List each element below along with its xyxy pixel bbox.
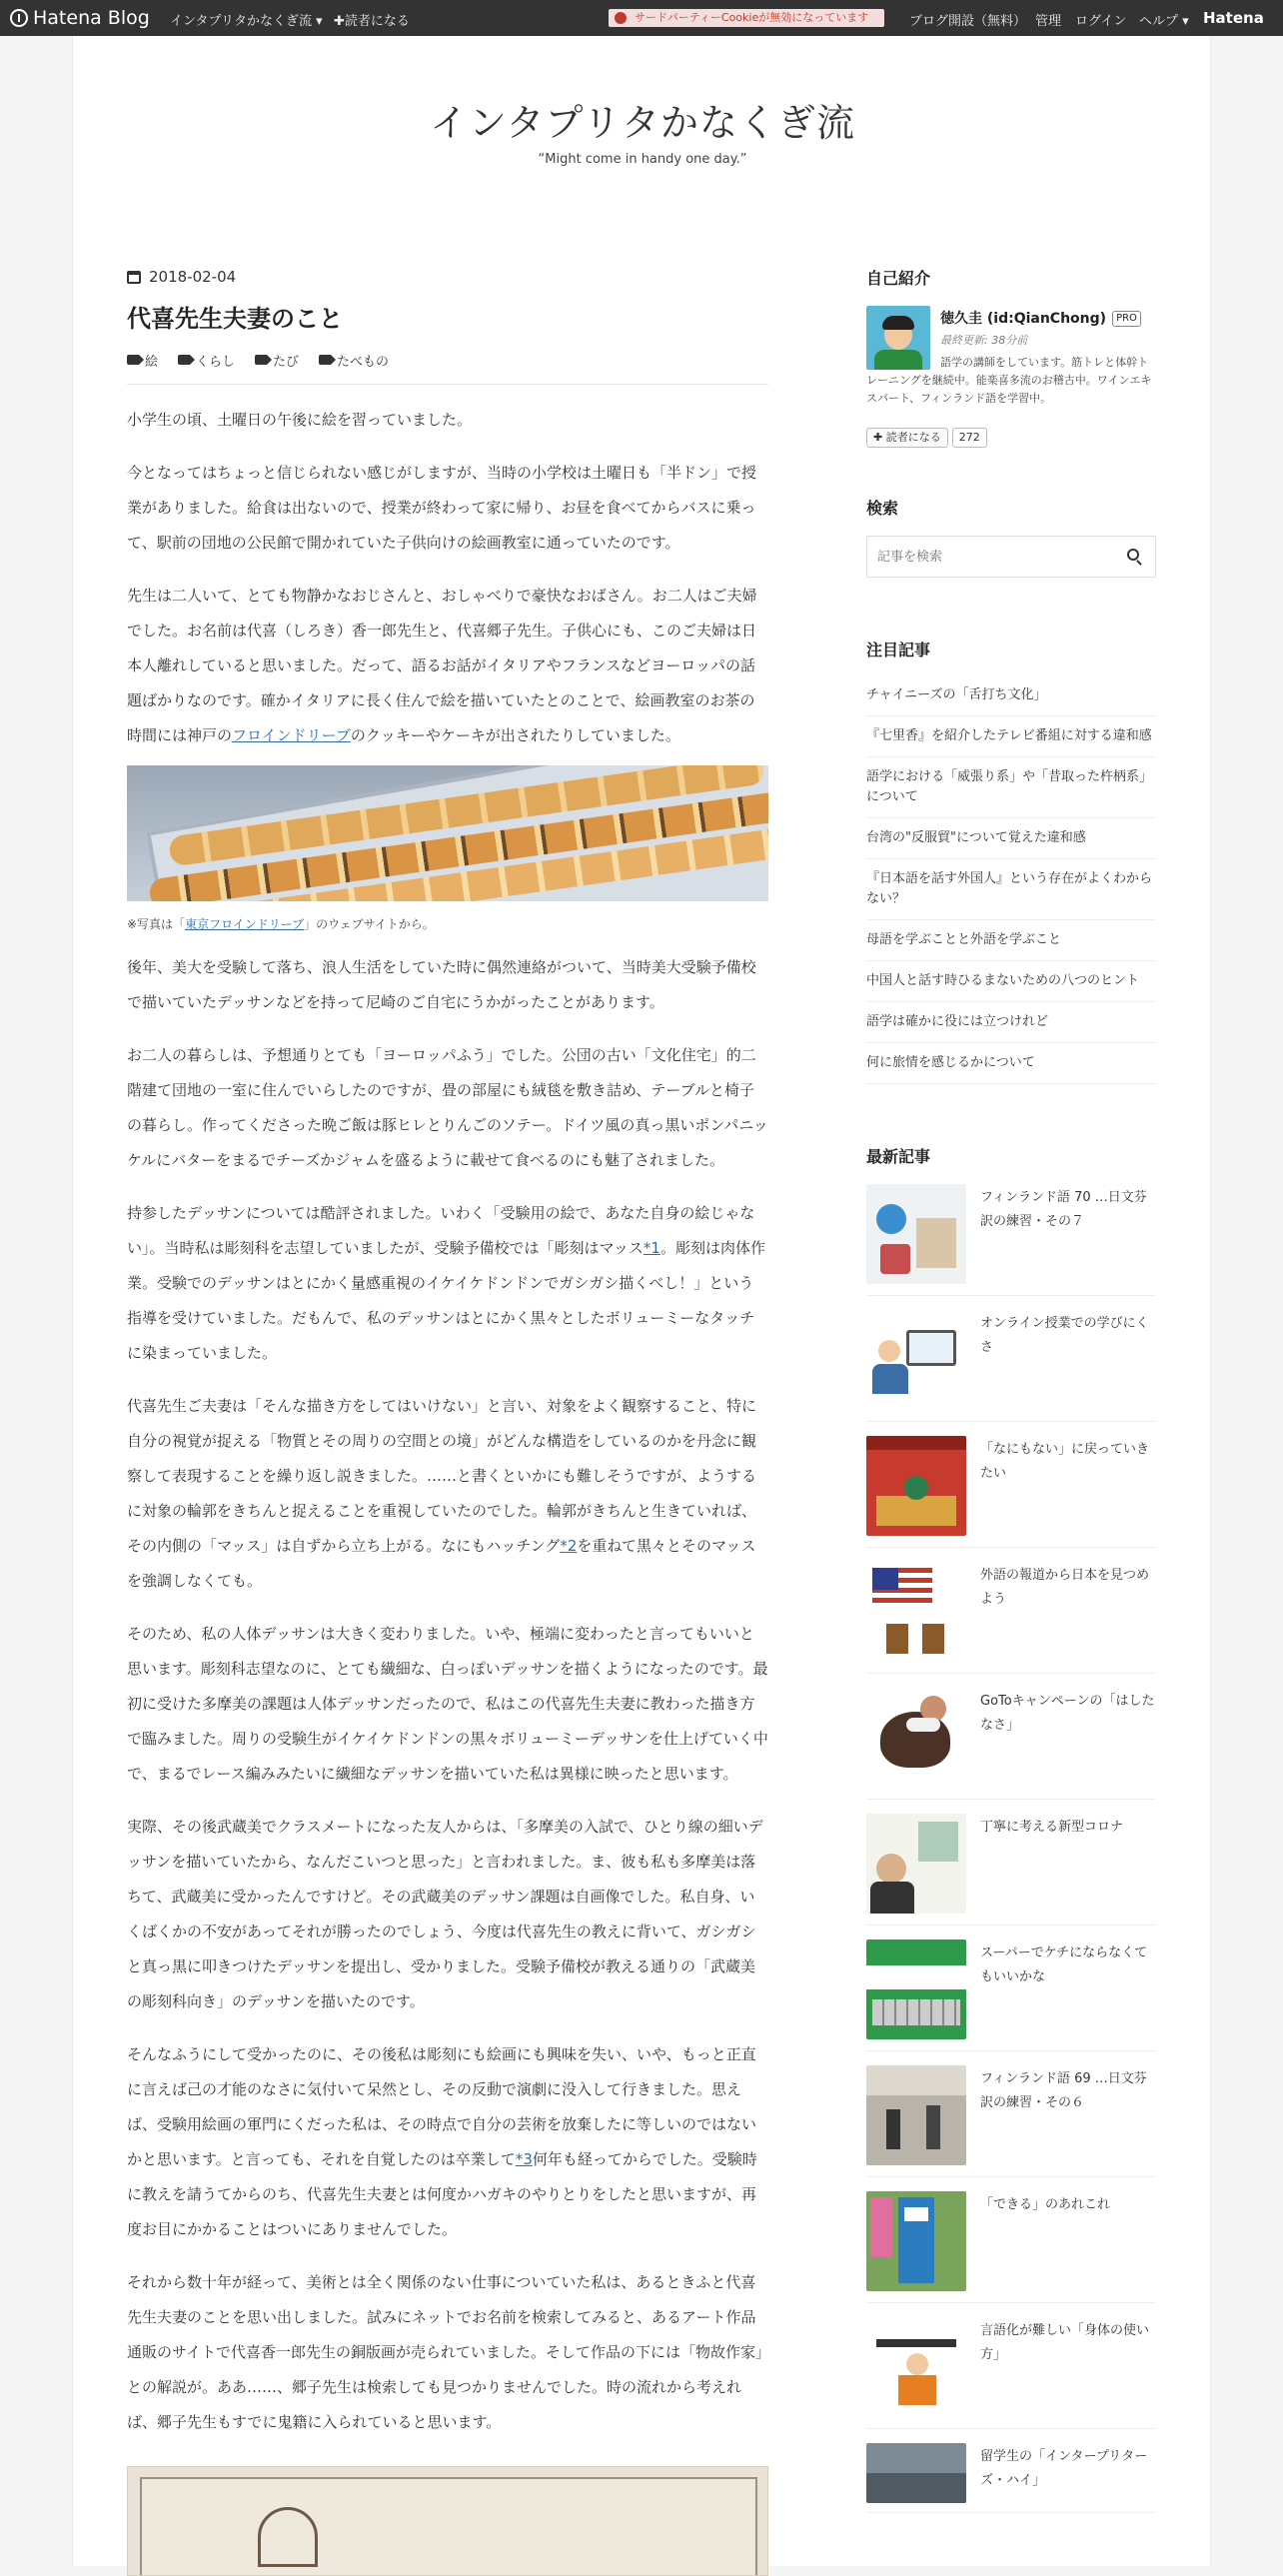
paragraph: 実際、その後武蔵美でクラスメートになった友人からは、「多摩美の入試で、ひとり線の細いデッサンを描いていたから、なんだこいつと思った」と言われました。ま、彼も私も多摩美は落ちて、武蔵美に受かったんですけど。その武蔵美のデッサン課題は自画像でした。私自身、いくばくかの不安があってそれが勝ったのでしょう、今度は代喜先生の教えに背いて、ガシガシと真っ黒に叩きつけたデッサンを提出し、受かりました。受験予備校が教える通りの「武蔵美の彫刻科向き」のデッサンを描いたのです。 bbox=[127, 1818, 763, 2010]
text-span: 何年も経ってからでした。受験時に教えを請うてからのち、代喜先生夫妻とは何度かハガキのやりとりをしたと思いますが、再度お目にかかることはついにありませんでした。 bbox=[127, 2150, 757, 2238]
etching-dome bbox=[258, 2507, 318, 2567]
divider bbox=[127, 384, 768, 385]
search-box bbox=[866, 536, 1156, 578]
paragraph: それから数十年が経って、美術とは全く関係のない仕事についていた私は、あるときふと代喜先生夫妻のことを思い出しました。試みにネットでお名前を検索してみると、あるアート作品通販のサイトで代喜香一郎先生の銅版画が売られていました。そして作品の下には「物故作家」との解説が。ああ……、郷子先生は検索しても見つかりませんでした。時の流れから考えれば、郷子先生もすでに鬼籍に入られていると思います。 bbox=[127, 2273, 763, 2431]
recent-entry[interactable] bbox=[866, 1310, 1156, 1422]
recent-entry[interactable] bbox=[866, 2191, 1156, 2303]
profile-module bbox=[866, 306, 1156, 422]
last-updated: 最終更新: 38分前 bbox=[940, 334, 1028, 347]
recent-entry[interactable] bbox=[866, 2317, 1156, 2429]
freundlieb-link[interactable]: フロインドリーブ bbox=[232, 726, 351, 744]
recent-entries-heading: 最新記事 bbox=[866, 1147, 931, 1166]
entry-thumbnail bbox=[866, 1814, 966, 1914]
entry-date-text: 2018-02-04 bbox=[149, 268, 237, 286]
tag-icon bbox=[255, 355, 267, 365]
cookie-notice-text: サードパーティーCookieが無効になっています bbox=[635, 11, 869, 24]
hot-entry-link[interactable]: 何に旅情を感じるかについて bbox=[866, 1043, 1156, 1084]
entry-thumbnail bbox=[866, 2065, 966, 2165]
hatena-blog-logo[interactable] bbox=[10, 6, 150, 30]
cookie-photo bbox=[127, 765, 768, 901]
profile-description: 語学の講師をしています。筋トレと体幹トレーニングを継続中。能楽喜多流のお稽古中。ワインエキスパート、フィンランド語を学習中。 bbox=[866, 356, 1152, 405]
recent-entry[interactable] bbox=[866, 1436, 1156, 1548]
hot-entry-link[interactable]: 台湾の"反服貿"について覚えた違和感 bbox=[866, 818, 1156, 859]
hatena-brand-link[interactable]: Hatena bbox=[1203, 9, 1264, 27]
recent-entry-title: 外語の報道から日本を見つめよう bbox=[980, 1568, 1150, 1607]
category-label: くらし bbox=[196, 354, 236, 370]
photo-caption bbox=[127, 915, 768, 932]
tokyo-freundlieb-link[interactable]: 東京フロインドリーブ bbox=[185, 917, 305, 931]
profile-name-text: 徳久圭 (id:QianChong) bbox=[940, 311, 1107, 327]
entry-date[interactable] bbox=[127, 266, 768, 288]
recent-entry-title: 「できる」のあれこれ bbox=[980, 2197, 1111, 2212]
category-tag[interactable] bbox=[319, 351, 389, 370]
global-header bbox=[0, 0, 1283, 36]
category-tag[interactable] bbox=[127, 351, 158, 370]
recent-entry-title: 言語化が難しい「身体の使い方」 bbox=[980, 2323, 1150, 2362]
paragraph bbox=[127, 1196, 768, 1371]
entry-thumbnail bbox=[866, 1688, 966, 1788]
subscribe-link[interactable]: ✚読者になる bbox=[334, 14, 410, 29]
recent-entry-title: フィンランド語 70 …日文芬訳の練習・その７ bbox=[980, 1190, 1147, 1229]
recent-entry[interactable] bbox=[866, 2443, 1156, 2513]
etching-frame bbox=[140, 2477, 757, 2576]
blog-menu-dropdown[interactable]: インタプリタかなくぎ流 ▾ bbox=[170, 14, 323, 29]
hot-entry-link[interactable]: 中国人と話す時ひるまないための八つのヒント bbox=[866, 961, 1156, 1002]
recent-entry-title: フィンランド語 69 …日文芬訳の練習・その６ bbox=[980, 2071, 1147, 2110]
recent-entry-title: 「なにもない」に戻っていきたい bbox=[980, 1442, 1150, 1481]
blog-title[interactable]: インタプリタかなくぎ流 bbox=[430, 101, 855, 145]
entry-thumbnail bbox=[866, 1939, 966, 2039]
logo-text: Hatena Blog bbox=[33, 7, 150, 29]
tag-icon bbox=[319, 355, 331, 365]
hot-entry-link[interactable]: 語学は確かに役には立つけれど bbox=[866, 1002, 1156, 1043]
recent-entry[interactable] bbox=[866, 1688, 1156, 1800]
category-tag[interactable] bbox=[178, 351, 235, 370]
entry-thumbnail bbox=[866, 2443, 966, 2503]
text-span: 」のウェブサイトから。 bbox=[304, 917, 435, 931]
sidebar bbox=[866, 266, 1156, 2527]
text-span: ※写真は「 bbox=[127, 917, 186, 931]
recent-entries-list bbox=[866, 1184, 1156, 2513]
category-label: たべもの bbox=[337, 354, 390, 370]
entry-thumbnail bbox=[866, 2317, 966, 2417]
text-span: を重ねて黒々とそのマッスを強調しなくても。 bbox=[127, 1537, 756, 1590]
footnote-link[interactable]: *2 bbox=[560, 1537, 578, 1555]
paragraph: 小学生の頃、土曜日の午後に絵を習っていました。 bbox=[127, 411, 473, 429]
hot-entry-link[interactable]: 『七里香』を紹介したテレビ番組に対する違和感 bbox=[866, 716, 1156, 757]
hatena-logo-icon bbox=[10, 9, 28, 27]
text-span: 代喜先生ご夫妻は「そんな描き方をしてはいけない」と言い、対象をよく観察すること、特に自分の視覚が捉える「物質とその周りの空間との境」がどんな構造をしているのかを丹念に観察して表現することを繰り返し説きました。……と書くといかにも難しそうですが、ようするに対象の輪郭をきちんと捉えることを重視していたのでした。輪郭がきちんと生きていれば、その内側の「マッス」は自ずから立ち上がる。なにもハッチング bbox=[127, 1397, 757, 1555]
search-icon[interactable] bbox=[1127, 549, 1139, 561]
text-span: そんなふうにして受かったのに、その後私は彫刻にも絵画にも興味を失い、いや、もっと正直に言えば己の才能のなさに気付いて呆然とし、その反動で演劇に没入して行きました。思えば、受験用絵画の軍門にくだった私は、その時点で自分の芸術を放棄したに等しいのではないかと思います。と言っても、それを自覚したのは卒業して bbox=[127, 2045, 757, 2168]
hot-entry-link[interactable]: 語学における「威張り系」や「昔取った杵柄系」について bbox=[866, 757, 1156, 818]
cookie-notice[interactable] bbox=[609, 9, 884, 27]
entry-categories bbox=[127, 350, 768, 370]
paragraph: お二人の暮らしは、予想通りとても「ヨーロッパふう」でした。公団の古い「文化住宅」的二階建て団地の一室に住んでいらしたのですが、畳の部屋にも絨毯を敷き詰め、テーブルと椅子の暮らし。作ってくださった晩ご飯は豚ヒレとりんごのソテー。ドイツ風の真っ黒いポンパニッケルにバターをまるでチーズかジャムを盛るように載せて食べるのにも魅了されました。 bbox=[127, 1046, 768, 1169]
calendar-icon bbox=[127, 271, 141, 284]
recent-entry-title: GoToキャンペーンの「はしたなさ」 bbox=[980, 1694, 1155, 1733]
recent-entry[interactable] bbox=[866, 1562, 1156, 1674]
article bbox=[127, 266, 768, 2576]
profile-name[interactable] bbox=[940, 308, 1141, 328]
footnote-link[interactable]: *3 bbox=[515, 2150, 533, 2168]
page-container bbox=[72, 36, 1211, 2566]
hot-entries-list bbox=[866, 675, 1156, 1084]
admin-link[interactable]: 管理 bbox=[1035, 14, 1062, 29]
entry-thumbnail bbox=[866, 1310, 966, 1410]
subscribe-button[interactable]: ✚ 読者になる bbox=[866, 428, 948, 448]
category-label: 絵 bbox=[145, 354, 159, 370]
hot-entry-link[interactable]: 母語を学ぶことと外語を学ぶこと bbox=[866, 920, 1156, 961]
tag-icon bbox=[127, 355, 139, 365]
paragraph: 後年、美大を受験して落ち、浪人生活をしていた時に偶然連絡がついて、当時美大受験予備校で描いていたデッサンなどを持って尼崎のご自宅にうかがったことがあります。 bbox=[127, 958, 756, 1011]
hot-entry-link[interactable]: チャイニーズの「舌打ち文化」 bbox=[866, 675, 1156, 716]
paragraph bbox=[127, 579, 768, 753]
profile-heading: 自己紹介 bbox=[866, 269, 931, 288]
entry-thumbnail bbox=[866, 1436, 966, 1536]
text-span: のクッキーやケーキが出されたりしていました。 bbox=[350, 726, 680, 744]
search-input[interactable] bbox=[877, 537, 1117, 575]
recent-entry-title: オンライン授業での学びにくさ bbox=[980, 1316, 1149, 1355]
recent-entry[interactable] bbox=[866, 1939, 1156, 2051]
blog-description: “Might come in handy one day.” bbox=[538, 152, 747, 167]
search-heading: 検索 bbox=[866, 499, 899, 518]
entry-thumbnail bbox=[866, 1562, 966, 1662]
open-blog-link[interactable]: ブログ開設（無料） bbox=[909, 14, 1027, 29]
recent-entry-title: スーパーでケチにならなくてもいいかな bbox=[980, 1945, 1148, 1984]
tag-icon bbox=[178, 355, 190, 365]
recent-entry[interactable] bbox=[866, 1184, 1156, 1296]
recent-entry[interactable] bbox=[866, 1814, 1156, 1926]
paragraph bbox=[127, 2037, 768, 2247]
pro-badge: PRO bbox=[1112, 311, 1141, 327]
help-dropdown[interactable]: ヘルプ ▾ bbox=[1139, 14, 1189, 29]
footnote-link[interactable]: *1 bbox=[642, 1239, 660, 1257]
recent-entry[interactable] bbox=[866, 2065, 1156, 2177]
paragraph: 今となってはちょっと信じられない感じがしますが、当時の小学校は土曜日も「半ドン」で授業がありました。給食は出ないので、授業が終わって家に帰り、お昼を食べてからバスに乗って、駅前の団地の公民館で開かれていた子供向けの絵画教室に通っていたのです。 bbox=[127, 464, 757, 552]
paragraph: そのため、私の人体デッサンは大きく変わりました。いや、極端に変わったと言ってもいいと思います。彫刻科志望なのに、とても繊細な、白っぽいデッサンを描くようになったのです。最初に受けた多摩美の課題は人体デッサンだったので、私はこの代喜先生夫妻に教わった描き方で臨みました。周りの受験生がイケイケドンドンの黒々ボリューミーデッサンを仕上げていく中で、まるでレース編みみたいに繊細なデッサンを描いていた私は異様に映ったと思います。 bbox=[127, 1625, 768, 1783]
paragraph bbox=[127, 1389, 768, 1599]
hot-entry-link[interactable]: 『日本語を話す外国人』という存在がよくわからない？ bbox=[866, 859, 1156, 920]
entry-thumbnail bbox=[866, 1184, 966, 1284]
login-link[interactable]: ログイン bbox=[1075, 14, 1127, 29]
category-tag[interactable] bbox=[255, 351, 299, 370]
text-span: 持参したデッサンについては酷評されました。いわく「受験用の絵で、あなた自身の絵じゃない」。当時私は彫刻科を志望していましたが、受験予備校では「彫刻はマッス bbox=[127, 1204, 755, 1257]
hot-entries-heading: 注目記事 bbox=[866, 641, 931, 659]
entry-title[interactable]: 代喜先生夫妻のこと bbox=[127, 305, 343, 333]
warning-icon bbox=[615, 12, 627, 24]
category-label: たび bbox=[273, 354, 300, 370]
recent-entry-title: 丁寧に考える新型コロナ bbox=[980, 1820, 1124, 1835]
entry-thumbnail bbox=[866, 2191, 966, 2291]
recent-entry-title: 留学生の「インタープリターズ・ハイ」 bbox=[980, 2449, 1148, 2488]
text-span: 先生は二人いて、とても物静かなおじさんと、おしゃべりで豪快なおばさん。お二人はご夫婦でした。お名前は代喜（しろき）香一郎先生と、代喜郷子先生。子供心にも、このご夫婦は日本人離れしていると思いました。だって、語るお話がイタリアやフランスなどヨーロッパの話題ばかりなのです。確かイタリアに長く住んで絵を描いていたとのことで、絵画教室のお茶の時間には神戸の bbox=[127, 587, 757, 744]
text-span: 。彫刻は肉体作業。受験でのデッサンはとにかく量感重視のイケイケドンドンでガシガシ描くべし！」という指導を受けていました。だもんで、私のデッサンはとにかく黒々としたボリューミーなタッチに染まっていました。 bbox=[127, 1239, 765, 1362]
etching-image bbox=[127, 2466, 768, 2576]
subscribe-group bbox=[866, 428, 1156, 448]
subscriber-count[interactable]: 272 bbox=[952, 428, 987, 448]
avatar-hair bbox=[882, 316, 914, 330]
